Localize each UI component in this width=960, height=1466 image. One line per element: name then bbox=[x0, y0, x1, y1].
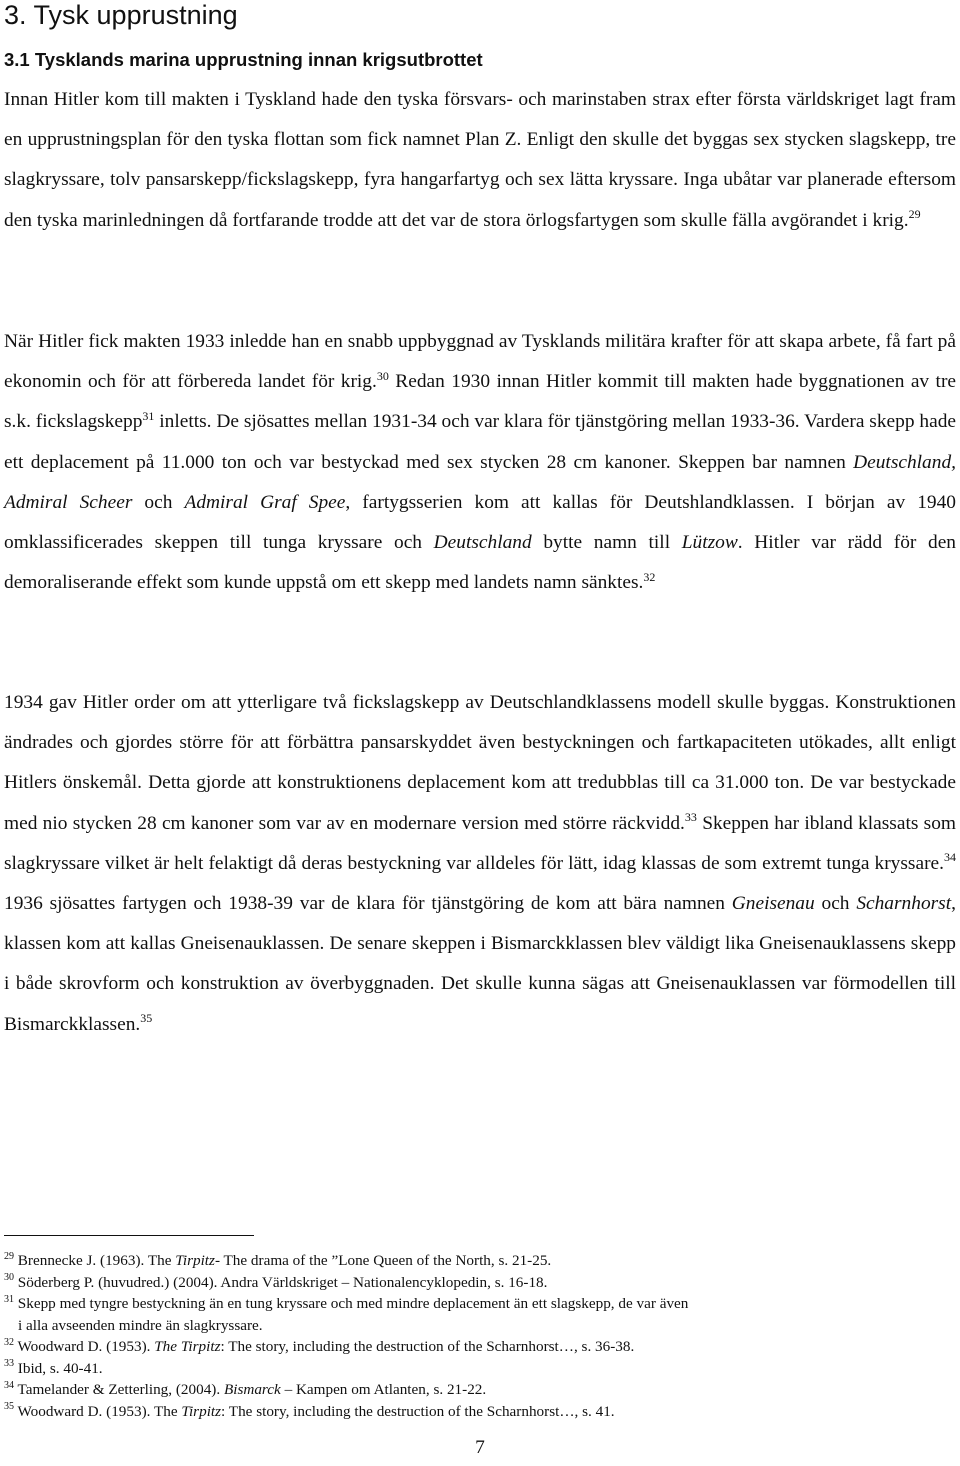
paragraph-text: 1936 sjösattes fartygen och 1938-39 var de klara för tjänstgöring de kom att bära namnen bbox=[4, 893, 732, 915]
footnote-text: – Kampen om Atlanten, s. 21-22. bbox=[280, 1381, 487, 1398]
paragraph-text: . Hitler var rädd för den demoraliserande effekt som kunde uppstå om ett skepp med landets namn sänktes. bbox=[4, 532, 957, 594]
paragraph-text: , klassen kom att kallas Gneisenauklassen. De senare skeppen i Bismarckklassen blev väldigt lika Gneisenauklassens skepp i både skrovform och konstruktion av överbyggnaden. Det skulle kunna sägas att Gneisenauklassen var förmodellen till Bismarckklassen. bbox=[4, 893, 956, 1035]
footnote-ref[interactable]: 29 bbox=[908, 207, 921, 222]
paragraph-text: inletts. De sjösattes mellan 1931-34 och var klara för tjänstgöring mellan 1933-36. Vardera skepp hade ett deplacement på 11.000 ton och var bestyckad med sex stycken 28 cm kanoner. Skeppen bar namnen bbox=[4, 411, 956, 473]
footnote-text: i alla avseenden mindre än slagkryssare. bbox=[18, 1316, 263, 1334]
footnote-title: Tirpitz bbox=[181, 1402, 222, 1420]
footnote-divider bbox=[4, 1235, 254, 1236]
footnote-number: 35 bbox=[4, 1401, 14, 1413]
footnote-item bbox=[4, 1336, 956, 1358]
footnote-number: 29 bbox=[4, 1250, 14, 1262]
footnote-text: Ibid, s. 40-41. bbox=[14, 1359, 103, 1377]
footnote-item bbox=[4, 1250, 956, 1272]
footnote-ref[interactable]: 32 bbox=[643, 569, 656, 584]
footnote-ref[interactable]: 30 bbox=[376, 368, 389, 383]
footnote-text: Woodward D. (1953). bbox=[14, 1338, 155, 1355]
footnote-item bbox=[4, 1401, 956, 1423]
paragraph-text: och bbox=[814, 893, 857, 915]
paragraph-text: Redan 1930 innan Hitler kommit till makten hade byggnationen av tre s.k. fickslagskepp bbox=[4, 371, 957, 433]
paragraph-text: Innan Hitler kom till makten i Tyskland hade den tyska försvars- och marinstaben strax efter första världskriget lagt fram en upprustningsplan för den tyska flottan som fick namnet Plan Z. Enligt den skulle det byggas sex stycken slagskepp, tre slagkryssare, tolv pansarskepp/fickslagskepp, fyra hangarfartyg och sex lätta kryssare. Inga ubåtar var planerade eftersom den tyska marinledningen då fortfarande trodde att det var de stora örlogsfartygen som skulle fälla avgörandet i krig. bbox=[4, 89, 956, 231]
footnote-text: Brennecke J. (1963). The bbox=[14, 1252, 176, 1269]
footnote-item bbox=[4, 1272, 956, 1294]
footnote-text: Woodward D. (1953). The bbox=[14, 1402, 182, 1420]
footnote-item bbox=[4, 1293, 956, 1336]
footnote-text: Skepp med tyngre bestyckning än en tung kryssare och med mindre deplacement än ett slagskepp, de var även bbox=[14, 1295, 689, 1312]
footnote-number: 31 bbox=[4, 1293, 14, 1305]
paragraph-text: bytte namn till bbox=[531, 532, 682, 554]
chapter-title: 3. Tysk upprustning bbox=[4, 0, 238, 30]
footnote-title: Tirpitz bbox=[175, 1252, 215, 1269]
footnote-item bbox=[4, 1379, 956, 1401]
section-title: 3.1 Tysklands marina upprustning innan krigsutbrottet bbox=[4, 49, 483, 70]
ship-name: Deutschland bbox=[433, 532, 532, 554]
page-number: 7 bbox=[475, 1437, 485, 1458]
paragraph-text: och bbox=[132, 491, 185, 513]
footnote-ref[interactable]: 34 bbox=[944, 850, 956, 865]
footnote-title: Bismarck bbox=[223, 1381, 281, 1398]
footnote-text: : The story, including the destruction of the Scharnhorst…, s. 36-38. bbox=[220, 1338, 635, 1355]
footnote-ref[interactable]: 35 bbox=[140, 1011, 153, 1026]
footnote-number: 30 bbox=[4, 1272, 14, 1284]
ship-name: Admiral Graf Spee bbox=[184, 491, 346, 513]
footnotes bbox=[4, 1250, 956, 1422]
footnote-number: 34 bbox=[4, 1379, 14, 1391]
footnote-ref[interactable]: 33 bbox=[684, 810, 697, 825]
ship-names: Deutschland, Admiral Scheer bbox=[4, 451, 956, 513]
paragraph-plan-z bbox=[4, 80, 956, 241]
ship-name: Scharnhorst bbox=[856, 893, 952, 915]
footnote-title: The Tirpitz bbox=[154, 1338, 221, 1355]
ship-name: Gneisenau bbox=[731, 893, 815, 915]
ship-name: Lützow bbox=[681, 532, 738, 554]
paragraph-text: När Hitler fick makten 1933 inledde han en snabb uppbyggnad av Tysklands militära krafter för att skapa arbete, få fart på ekonomin och för att förbereda landet för krig. bbox=[4, 331, 956, 393]
footnote-text: - The drama of the ”Lone Queen of the North, s. 21-25. bbox=[214, 1252, 552, 1269]
footnote-number: 32 bbox=[4, 1336, 14, 1348]
footnote-ref[interactable]: 31 bbox=[142, 408, 155, 423]
footnote-text: Söderberg P. (huvudred.) (2004). Andra Världskriget – Nationalencyklopedin, s. 16-18. bbox=[14, 1273, 548, 1291]
footnote-item bbox=[4, 1358, 956, 1380]
footnote-text: : The story, including the destruction of the Scharnhorst…, s. 41. bbox=[221, 1402, 615, 1420]
footnote-text: Tamelander & Zetterling, (2004). bbox=[14, 1381, 224, 1398]
paragraph-text: Skeppen har ibland klassats som slagkryssare vilket är helt felaktigt då deras bestyckning var alldeles för lätt, idag klassas de som extremt tunga kryssare. bbox=[4, 812, 957, 874]
paragraph-text: 1934 gav Hitler order om att ytterligare två fickslagskepp av Deutschlandklassens modell skulle byggas. Konstruktionen ändrades och gjordes större för att förbättra pansarskyddet även bestyckningen och fartkapaciteten utökades, allt enligt Hitlers önskemål. Detta gjorde att konstruktionens deplacement kom att tredubblas till ca 31.000 ton. De var bestyckade med nio stycken 28 cm kanoner som var av en modernare version med större räckvidd. bbox=[4, 692, 956, 834]
paragraph-text: , fartygsserien kom att kallas för Deutshlandklassen. I början av 1940 omklassificerades skeppen till tunga kryssare och bbox=[4, 491, 956, 554]
paragraph-deutschland-class bbox=[4, 322, 956, 603]
paragraph-gneisenau-class bbox=[4, 683, 956, 1045]
footnote-number: 33 bbox=[4, 1358, 14, 1370]
